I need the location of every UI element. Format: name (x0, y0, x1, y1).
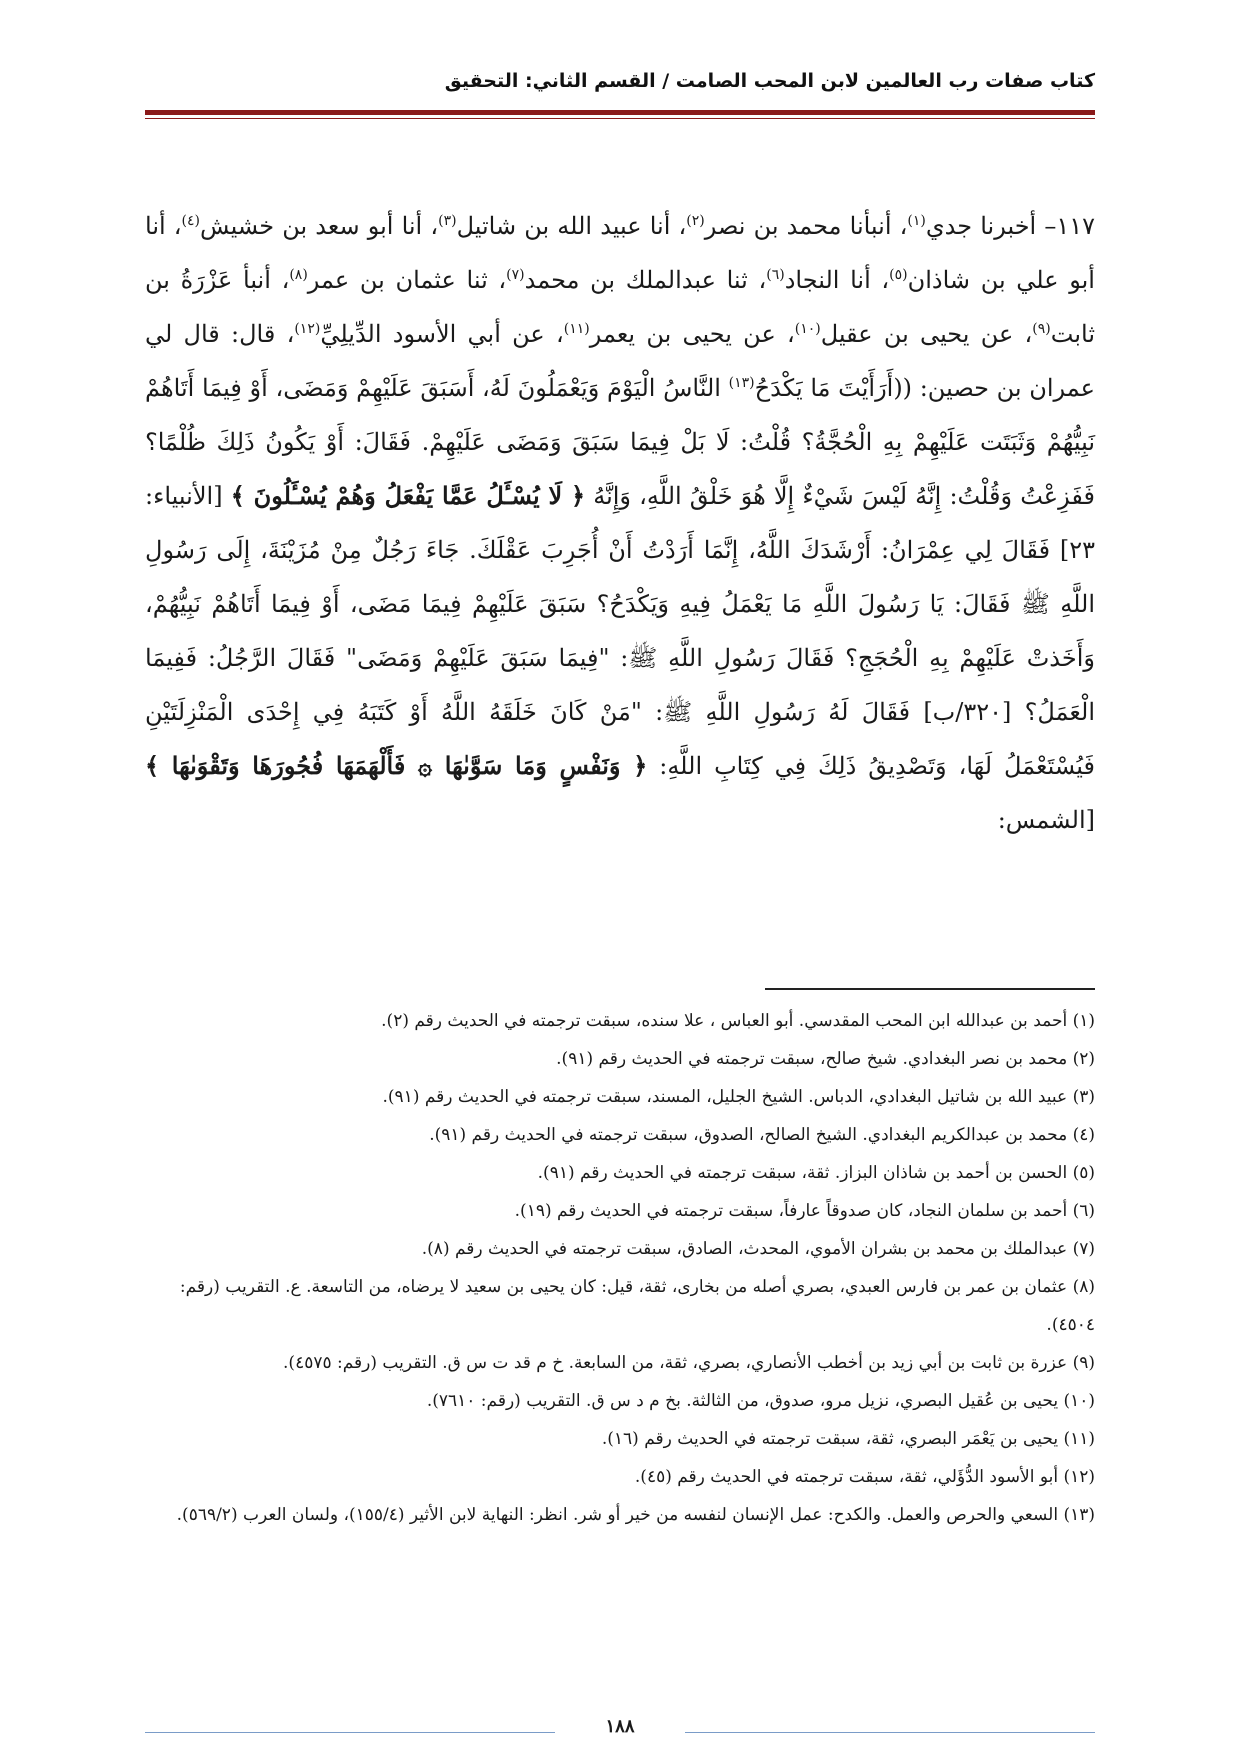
hadith-text (145, 199, 1095, 847)
footnote: (٥) الحسن بن أحمد بن شاذان البزاز. ثقة، سبقت ترجمته في الحديث رقم (٩١). (537, 1163, 1095, 1183)
text-segment: ، ثنا عثمان بن عمر (307, 266, 507, 294)
footnote: (١٢) أبو الأسود الدُّؤَلي، ثقة، سبقت ترجمته في الحديث رقم (٤٥). (634, 1467, 1095, 1487)
text-segment: ، أنا النجاد (784, 266, 890, 294)
text-segment: [الشمس: (997, 806, 1095, 834)
footnote: (١١) يحيى بن يَعْمَر البصري، ثقة، سبقت ترجمته في الحديث رقم (١٦). (601, 1429, 1095, 1449)
footnote: (٣) عبيد الله بن شاتيل البغدادي، الدباس. الشيخ الجليل، المسند، سبقت ترجمته في الحديث رقم (٩١). (382, 1087, 1095, 1107)
text-segment: ، ثنا عبدالملك بن محمد (524, 266, 767, 294)
footnote-ref[interactable]: (٩) (1032, 321, 1051, 337)
text-segment: ، قال: قال لي عمران بن حصين: ((أَرَأَيْتَ مَا يَكْدَحُ (145, 320, 1095, 402)
footnote-ref[interactable]: (١) (907, 213, 926, 229)
text-segment: [الأنبياء: ٢٣] فَقَالَ لِي عِمْرَانُ: أَرْشَدَكَ اللَّهُ، إِنَّمَا أَرَدْتُ أَنْ أُجَرِبَ عَقْلَكَ. جَاءَ رَجُلٌ مِنْ مُزَيْنَةَ، إِلَى رَسُولِ اللَّهِ ﷺ فَقَالَ: يَا رَسُولَ اللَّهِ مَا يَعْمَلُ فِيهِ وَيَكْدَحُ؟ سَبَقَ عَلَيْهِمْ فِيمَا مَضَى، أَوْ فِيمَا أَتَاهُمْ نَبِيُّهُمْ، وَأَخَذتْ عَلَيْهِمْ بِهِ الْحُجَجِ؟ فَقَالَ رَسُولِ اللَّهِ ﷺ: "فِيمَا سَبَقَ عَلَيْهِمْ وَمَضَى" فَقَالَ الرَّجُلُ: فَفِيمَا الْعَمَلُ؟ [٣٢٠/ب] فَقَالَ لَهُ رَسُولِ اللَّهِ ﷺ: "مَنْ كَانَ خَلَقَهُ اللَّهُ أَوْ كَتَبَهُ فِي إِحْدَى الْمَنْزِلَتَيْنِ فَيُسْتَعْمَلُ لَهَا، وَتَصْدِيقُ ذَلِكَ فِي كِتَابِ اللَّهِ: (145, 482, 1096, 780)
text-segment: ، أنبأ عَزْرَةُ بن ثابت (145, 266, 1096, 348)
footnote-ref[interactable]: (١٣) (728, 375, 755, 391)
page-number: ١٨٨ (605, 1716, 635, 1737)
footnote: (٤) محمد بن عبدالكريم البغدادي. الشيخ الصالح، الصدوق، سبقت ترجمته في الحديث رقم (٩١). (429, 1125, 1095, 1145)
running-header: كتاب صفات رب العالمين لابن المحب الصامت / القسم الثاني: التحقيق (444, 70, 1095, 92)
footnote-ref[interactable]: (٥) (889, 267, 908, 283)
quran-verse: ﴿ وَنَفْسٍ وَمَا سَوَّىٰهَا ۞ فَأَلْهَمَهَا فُجُورَهَا وَتَقْوَىٰهَا ﴾ (145, 751, 648, 780)
footnote: (٧) عبدالملك بن محمد بن بشران الأموي، المحدث، الصادق، سبقت ترجمته في الحديث رقم (٨). (421, 1239, 1095, 1259)
text-segment: ، أنا عبيد الله بن شاتيل (456, 212, 687, 240)
text-segment: ، عن يحيى بن يعمر (589, 320, 795, 348)
footnote: (٩) عزرة بن ثابت بن أبي زيد بن أخطب الأنصاري، بصري، ثقة، من السابعة. خ م قد ت س ق. التقريب (رقم: ٤٥٧٥). (283, 1353, 1095, 1373)
text-segment: ، أنبأنا محمد بن نصر (704, 212, 908, 240)
footnote-ref[interactable]: (١٢) (294, 321, 321, 337)
footnote: (٦) أحمد بن سلمان النجاد، كان صدوقاً عارفاً، سبقت ترجمته في الحديث رقم (١٩). (514, 1201, 1095, 1221)
header-divider-thin (145, 118, 1095, 119)
header-divider-thick (145, 110, 1095, 115)
text-segment: ، أنا أبو علي بن شاذان (145, 212, 1095, 294)
text-segment: ١١٧– أخبرنا جدي (925, 212, 1095, 240)
footnote-ref[interactable]: (٨) (289, 267, 308, 283)
footnote: (٨) عثمان بن عمر بن فارس العبدي، بصري أصله من بخارى، ثقة، قيل: كان يحيى بن سعيد لا يرضاه، من التاسعة. ع. التقريب (رقم: ٤٥٠٤). (179, 1277, 1095, 1335)
footnote: (١) أحمد بن عبدالله ابن المحب المقدسي. أبو العباس ، علا سنده، سبقت ترجمته في الحديث رقم (٢). (381, 1011, 1095, 1031)
quran-verse: ﴿ لَا يُسْـَٔلُ عَمَّا يَفْعَلُ وَهُمْ يُسْـَٔلُونَ ﴾ (230, 481, 586, 510)
footnote-ref[interactable]: (٢) (686, 213, 705, 229)
footnote-ref[interactable]: (١٠) (794, 321, 821, 337)
footnote-ref[interactable]: (٦) (766, 267, 785, 283)
footnote-ref[interactable]: (٤) (181, 213, 200, 229)
footnote: (١٠) يحيى بن عُقيل البصري، نزيل مرو، صدوق، من الثالثة. بخ م د س ق. التقريب (رقم: ٧٦١٠). (426, 1391, 1095, 1411)
footnote: (٢) محمد بن نصر البغدادي. شيخ صالح، سبقت ترجمته في الحديث رقم (٩١). (556, 1049, 1095, 1069)
text-segment: ، عن يحيى بن عقيل (820, 320, 1033, 348)
footnotes-list (145, 1002, 1095, 1534)
text-segment: النَّاسُ الْيَوْمَ وَيَعْمَلُونَ لَهُ، أَسَبَقَ عَلَيْهِمْ وَمَضَى، أَوْ فِيمَا أَتَاهُمْ نَبِيُّهُمْ وَثَبَتَت عَلَيْهِمْ بِهِ الْحُجَّةُ؟ قُلْتُ: لَا بَلْ فِيمَا سَبَقَ وَمَضَى عَلَيْهِمْ. فَقَالَ: أَوْ يَكُونُ ذَلِكَ ظُلْمًا؟ فَفَزِعْتُ وَقُلْتُ: إِنَّهُ لَيْسَ شَيْءٌ إِلَّا هُوَ خَلْقُ اللَّهِ، وَإِنَّهُ (145, 374, 1095, 510)
text-segment: ، عن أبي الأسود الدِّيلِيِّ (320, 320, 564, 348)
footnote-ref[interactable]: (١١) (563, 321, 590, 337)
footnote: (١٣) السعي والحرص والعمل. والكدح: عمل الإنسان لنفسه من خير أو شر. انظر: النهاية لابن الأثير (١٥٥/٤)، ولسان العرب (٥٦٩/٢). (176, 1505, 1095, 1525)
footnote-separator (765, 988, 1095, 990)
text-segment: ، أنا أبو سعد بن خشيش (200, 212, 439, 240)
footnote-ref[interactable]: (٧) (506, 267, 525, 283)
footnote-ref[interactable]: (٣) (438, 213, 457, 229)
